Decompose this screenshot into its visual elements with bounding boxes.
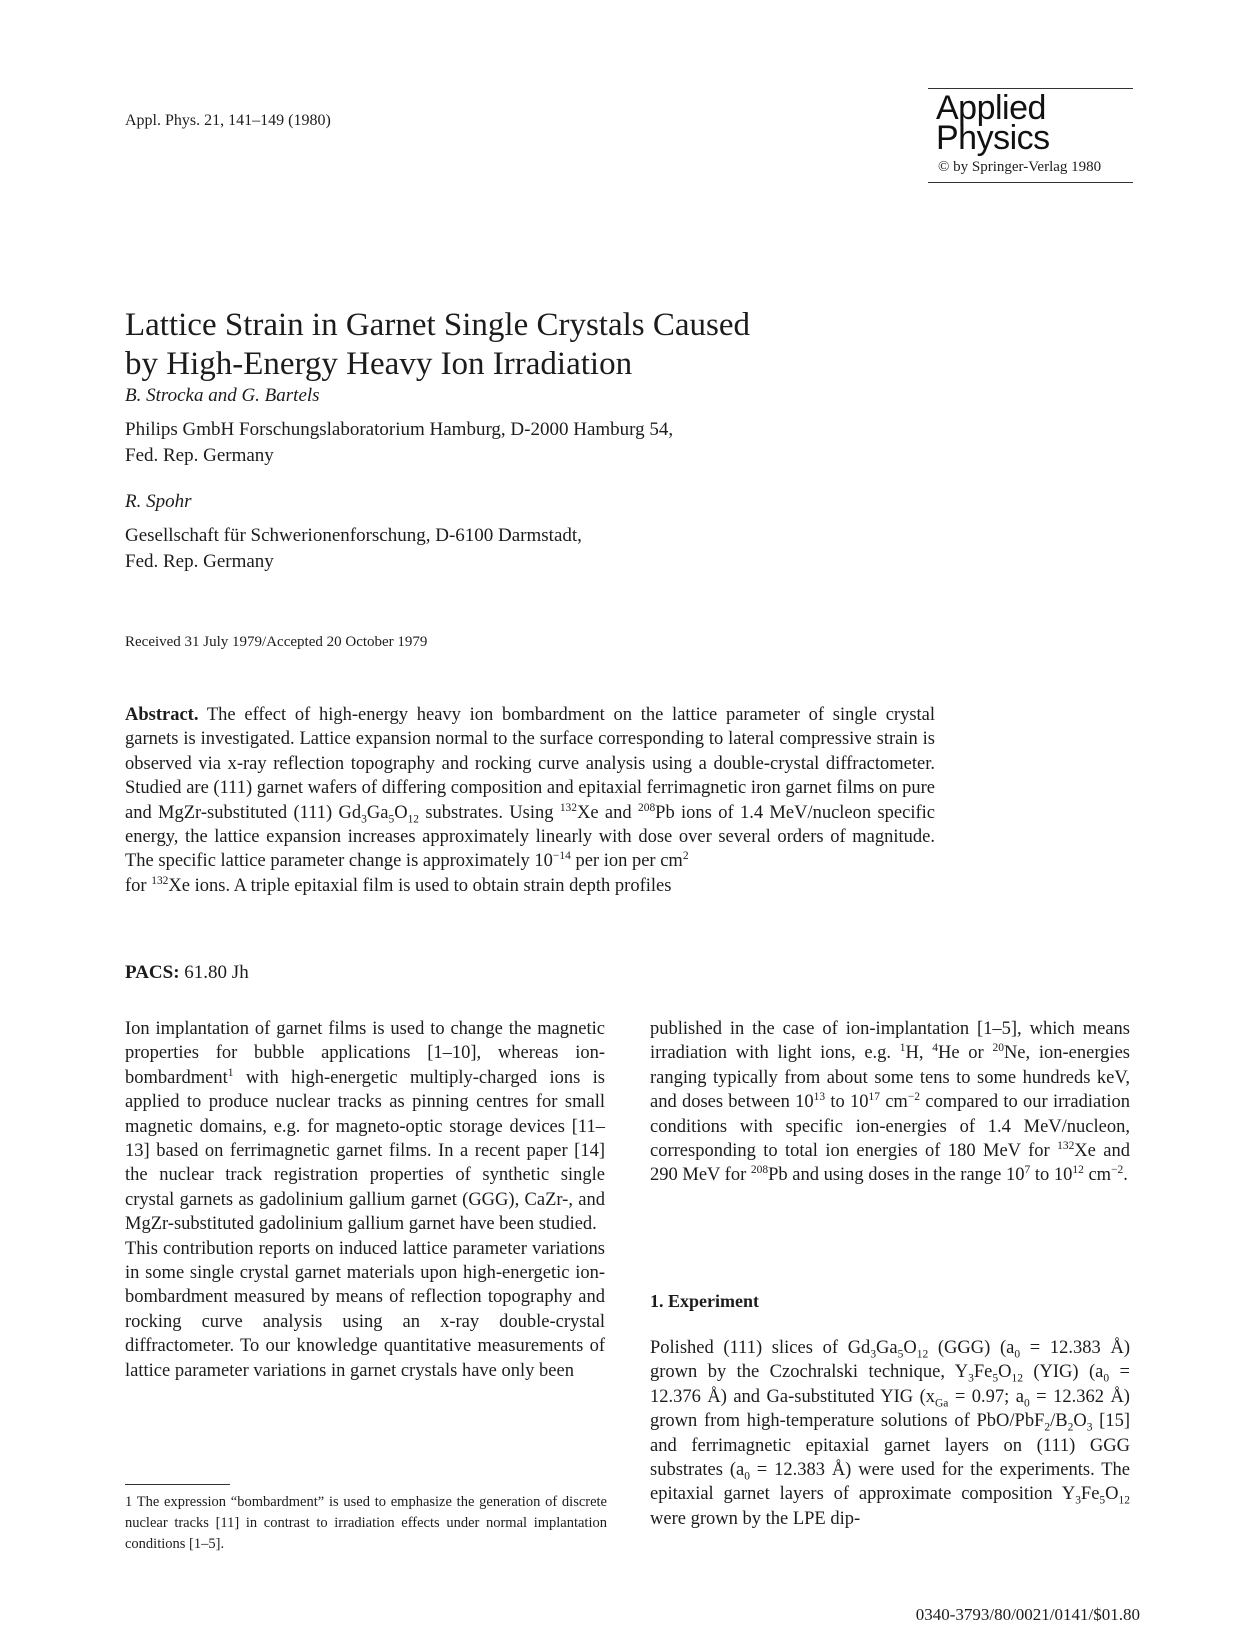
pacs-line: [125, 962, 249, 984]
journal-logo: [928, 88, 1133, 183]
sub: 2: [1067, 1421, 1074, 1434]
text: O: [903, 1338, 917, 1358]
abstract-text-4: per ion per cm: [570, 851, 683, 872]
copyright-notice: © by Springer-Verlag 1980: [938, 159, 1102, 175]
abstract-text: O: [394, 802, 408, 823]
text: = 0.97; a: [948, 1386, 1024, 1407]
body-column-right: [650, 1017, 1130, 1188]
sub: 3: [1086, 1421, 1093, 1434]
sub: 12: [1011, 1373, 1023, 1386]
text: to 10: [1030, 1165, 1073, 1186]
text: .: [1123, 1165, 1128, 1186]
intro-paragraph-3: [650, 1017, 1130, 1188]
sub: 0: [1103, 1373, 1110, 1386]
sub: 3: [1075, 1495, 1081, 1508]
text: H,: [905, 1043, 933, 1064]
sub: 0: [1023, 1397, 1030, 1410]
affiliation-philips: [125, 417, 673, 469]
sup: −2: [907, 1091, 921, 1104]
experiment-text: [650, 1336, 1130, 1531]
sup: 132: [151, 874, 169, 887]
text: cm: [1083, 1165, 1112, 1186]
affiliation-gsi-line2: Fed. Rep. Germany: [125, 551, 274, 572]
sup: 7: [1024, 1164, 1031, 1177]
text: O: [1073, 1411, 1087, 1432]
pacs-label: PACS:: [125, 962, 180, 983]
text: Pb and using doses in the range 10: [768, 1165, 1025, 1186]
text: published in the case of ion-implantation [1–5], which means irradiation with light ions, e.g.: [650, 1019, 1130, 1064]
sub: 2: [1044, 1421, 1051, 1434]
text: O: [998, 1362, 1012, 1383]
sup: 1: [899, 1042, 906, 1055]
text: [15] and ferrimagnetic epitaxial garnet layers on (111) GGG substrates (a: [650, 1411, 1130, 1481]
affiliation-philips-line2: Fed. Rep. Germany: [125, 445, 274, 466]
pacs-value: 61.80 Jh: [184, 962, 249, 983]
text: Ga: [876, 1338, 898, 1358]
text: Polished (111) slices of Gd: [650, 1338, 871, 1358]
authors-primary: B. Strocka and G. Bartels: [125, 385, 320, 406]
journal-citation: Appl. Phys. 21, 141–149 (1980): [125, 112, 331, 129]
sub: 12: [407, 813, 420, 826]
sup: 13: [813, 1091, 826, 1104]
sub: Ga: [935, 1397, 949, 1410]
text: Fe: [973, 1362, 993, 1383]
abstract-text: Xe and: [577, 802, 638, 823]
journal-name-line1: Applied: [936, 89, 1046, 127]
abstract: [125, 703, 935, 898]
intro-paragraph-1: [125, 1017, 605, 1237]
authors-secondary: R. Spohr: [125, 491, 192, 512]
sub: 5: [1099, 1495, 1106, 1508]
article-code: 0340-3793/80/0021/0141/$01.80: [915, 1605, 1140, 1624]
text: = 12.362 Å) grown from high-temperature solutions of PbO/PbF: [650, 1386, 1130, 1432]
sub: 0: [744, 1470, 750, 1483]
footnote-divider: [125, 1484, 230, 1485]
article-title: [125, 306, 885, 384]
logo-bottom-rule: [928, 182, 1133, 183]
affiliation-philips-line1: Philips GmbH Forschungslaboratorium Hamburg, D-2000 Hamburg 54,: [125, 419, 674, 440]
sub: 12: [916, 1348, 929, 1361]
sub: 3: [968, 1373, 974, 1386]
text: Ion implantation of garnet films is used to change the magnetic properties for bubble applications [1–10], whereas ion-bombardment: [125, 1019, 605, 1088]
text: Xe and 290 MeV for: [650, 1141, 1130, 1186]
sub: 0: [1014, 1348, 1021, 1361]
sup: 2: [682, 850, 689, 863]
experiment-paragraph: [650, 1336, 1130, 1531]
received-dates: Received 31 July 1979/Accepted 20 October 1979: [125, 634, 428, 650]
sub: 3: [361, 813, 367, 826]
abstract-text-1: The effect of high-energy heavy ion bombardment on the lattice parameter of single crystal garnets is investigated. Lattice expansion normal to the surface corresponding to lateral compressive strain is observed via x-ray reflection topography and rocking curve analysis using a double-crystal diffractometer. Studied are (111) garnet wafers of differing composition and epitaxial ferrimagnetic iron garnet films on pure and MgZr-substituted (111) Gd: [125, 705, 936, 823]
sup: −14: [552, 850, 571, 863]
text: He or: [937, 1043, 993, 1064]
sub: 5: [897, 1348, 904, 1361]
section-heading-experiment: 1. Experiment: [650, 1291, 759, 1311]
sup: 208: [637, 801, 656, 814]
sub: 5: [992, 1373, 999, 1386]
journal-name-line2: Physics: [936, 119, 1050, 157]
sub: 3: [870, 1348, 877, 1361]
text: with high-energetic multiply-charged ions is applied to produce nuclear tracks as pinning centres for small magnetic domains, e.g. for magneto-optic storage devices [11–13] based on ferrimagnetic garnet films. In a recent paper [14] the nuclear track registration properties of synthetic single crystal garnets as gadolinium gallium garnet (GGG), CaZr-, and MgZr-substituted gadolinium gallium garnet have been studied.: [125, 1067, 605, 1235]
abstract-text-6: Xe ions. A triple epitaxial film is used to obtain strain depth profiles: [168, 875, 672, 896]
title-line2: by High-Energy Heavy Ion Irradiation: [125, 346, 633, 382]
abstract-text: Ga: [366, 802, 389, 823]
abstract-label: Abstract.: [125, 705, 199, 725]
sup: 20: [992, 1042, 1004, 1055]
sup: 17: [868, 1091, 880, 1104]
text: = 12.383 Å) were used for the experiments. The epitaxial garnet layers of approximate composition Y: [650, 1460, 1130, 1505]
abstract-text-5: for: [125, 875, 152, 896]
intro-paragraph-2: This contribution reports on induced lattice parameter variations in some single crystal garnet materials upon high-energetic ion-bombardment measured by means of reflection topography and rocking curve analysis using an x-ray double-crystal diffractometer. To our knowledge quantitative measurements of lattice parameter variations in garnet crystals have only been: [125, 1238, 605, 1381]
sup: −2: [1111, 1164, 1124, 1177]
text: Ne, ion-energies ranging typically from about some tens to some hundreds keV, and doses between 10: [650, 1043, 1130, 1113]
abstract-text-3: Pb ions of 1.4 MeV/nucleon specific energy, the lattice expansion increases approximately linearly with dose over several orders of magnitude. The specific lattice parameter change is approximately 10: [125, 802, 935, 872]
sup: 4: [932, 1042, 938, 1055]
text: to 10: [825, 1092, 869, 1113]
text: Fe: [1080, 1484, 1100, 1505]
text: O: [1105, 1484, 1119, 1505]
sub: 12: [1118, 1495, 1130, 1508]
affiliation-gsi-line1: Gesellschaft für Schwerionenforschung, D-6100 Darmstadt,: [125, 525, 582, 546]
text: = 12.376 Å) and Ga-substituted YIG (x: [650, 1362, 1130, 1407]
title-line1: Lattice Strain in Garnet Single Crystals Caused: [125, 307, 751, 343]
text: /B: [1050, 1411, 1068, 1432]
footnote: 1 The expression “bombardment” is used to emphasize the generation of discrete nuclear tracks [11] in contrast to irradiation effects under normal implantation conditions [1–5].: [125, 1494, 607, 1552]
text: were grown by the LPE dip-: [650, 1508, 861, 1529]
affiliation-gsi: [125, 523, 582, 575]
abstract-text-2: substrates. Using: [419, 802, 560, 823]
text: (YIG) (a: [1022, 1362, 1104, 1383]
body-column-left: [125, 1017, 605, 1383]
sup: 12: [1072, 1164, 1084, 1177]
journal-name: [936, 89, 1133, 157]
text: = 12.383 Å) grown by the Czochralski technique, Y: [650, 1338, 1130, 1383]
sup: 132: [559, 801, 578, 814]
sup: 208: [750, 1164, 769, 1177]
footnote-ref: 1: [227, 1066, 234, 1079]
sub: 5: [388, 813, 395, 826]
text: (GGG) (a: [928, 1338, 1015, 1358]
text: compared to our irradiation conditions with specific ion-energies of 1.4 MeV/nucleon, corresponding to total ion energies of 180 MeV for: [650, 1092, 1130, 1162]
sup: 132: [1057, 1139, 1075, 1152]
text: cm: [879, 1092, 908, 1113]
